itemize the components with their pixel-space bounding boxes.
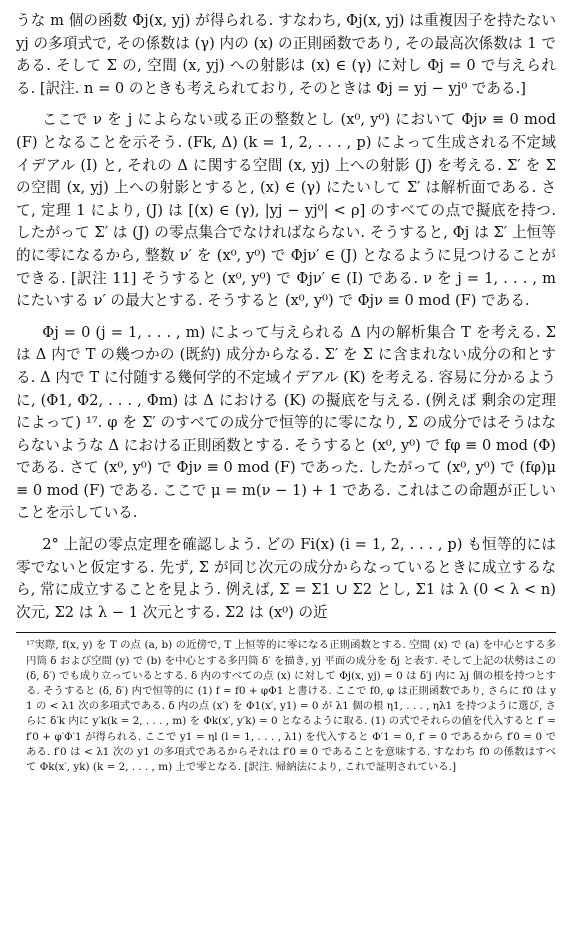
paragraph-1: うな m 個の函数 Φj(x, yj) が得られる. すなわち, Φj(x, yj) は重複因子を持たない yj の多項式で, その係数は (γ) 内の (x) の正則函数であり, その最高次係数は 1 である. そして Σ の, 空間 (x, yj) への射影は (x) ∈ (γ) に対し Φj = 0 で与えられる. [訳注. n = 0 のときも考えられており, そのときは Φj = yj − yj⁰ である.] bbox=[16, 12, 556, 97]
paragraph-2: ここで ν を j によらない或る正の整数とし (x⁰, y⁰) において Φjν ≡ 0 mod (F) となることを示そう. (Fk, Δ) (k = 1, 2, . . . , p) によって生成される不定域イデアル (I) と, それの Δ に関する空間 (x, yj) 上への射影 (J) を考える. Σ′ を Σ の空間 (x, yj) 上への射影とすると, (x) ∈ (γ) にたいして Σ′ は解析面である. さて, 定理 1 により, (J) は [(x) ∈ (γ), |yj − yj⁰| < ρ] のすべての点で擬底を持つ. したがって Σ′ は (J) の零点集合でなければならない. そうすると, Φj は Σ′ 上恒等的に零になるから, 整数 ν′ を (x⁰, y⁰) で Φjν′ ∈ (J) となるように見つけることができる. [訳注 11] そうすると (x⁰, y⁰) で Φjν′ ∈ (I) である. ν を j = 1, . . . , m にたいする ν′ の最大とする. そうすると (x⁰, y⁰) で Φjν ≡ 0 mod (F) である. bbox=[16, 111, 556, 310]
footnote-17: ¹⁷実際, f(x, y) を T の点 (a, b) の近傍で, T 上恒等的に零になる正則函数とする. 空間 (x) で (a) を中心とする多円筒 δ および空間 (y) で (b) を中心とする多円筒 δ′ を描き, yj 平面の成分を δj と表す. そして上記の状勢はこの (δ, δ′) でも成り立っているとする. δ 内のすべての点 (x) に対して Φj(x, yj) = 0 は δ′j 内に λj 個の根を持つとする. そうすると (δ, δ′) 内で恒等的に (1) f = f0 + φΦ1 と書ける. ここで f0, φ は正則函数であり, さらに f0 は y1 の < λ1 次の多項式である. δ 内の点 (x′) を Φ1(x′, y1) = 0 が λ1 個の根 η1, . . . , ηλ1 を持つように選び, さらに δ′k 内に y′k(k = 2, . . . , m) を Φk(x′, y′k) = 0 となるように取る. (1) の式でそれらの値を代入すると f′ = f′0 + φ′Φ′1 が得られる. ここで y1 = ηl (l = 1, . . . , λ1) を代入すると Φ′1 = 0, f′ = 0 であるから f′0 = 0 である. f′0 は < λ1 次の y1 の多項式であるからそれは f′0 ≡ 0 であることを意味する. すなわち f0 の係数はすべて Φk(x′, yk) (k = 2, . . . , m) 上で零となる. [訳注. 帰納法により, これで証明されている.] bbox=[26, 639, 556, 774]
paragraph-3: Φj = 0 (j = 1, . . . , m) によって与えられる Δ 内の解析集合 T を考える. Σ は Δ 内で T の幾つかの (既約) 成分からなる. Σ′ を Σ に含まれない成分の和とする. Δ 内で T に付随する幾何学的不定域イデアル (K) を考える. 容易に分かるように, (Φ1, Φ2, . . . , Φm) は Δ における (K) の擬底を与える. (例えば 剰余の定理 によって) ¹⁷. φ を Σ′ のすべての成分で恒等的に零になり, Σ の成分ではそうはならないような Δ における正則函数とする. そうすると (x⁰, y⁰) で fφ ≡ 0 mod (Φ) である. さて (x⁰, y⁰) で Φjν ≡ 0 mod (F) であった. したがって (x⁰, y⁰) で (fφ)μ ≡ 0 mod (F) である. ここで μ = m(ν − 1) + 1 である. これはこの命題が正しいことを示している. bbox=[16, 323, 556, 522]
document-page bbox=[16, 10, 556, 931]
paragraph-4: 2° 上記の零点定理を確認しよう. どの Fi(x) (i = 1, 2, . . . , p) も恒等的には零でないと仮定する. 先ず, Σ が同じ次元の成分からなっているときに成立するなら, 常に成立することを見よう. 例えば, Σ = Σ1 ∪ Σ2 とし, Σ1 は λ (0 < λ < n) 次元, Σ2 は λ − 1 次元とする. Σ2 は (x⁰) の近 bbox=[16, 536, 556, 621]
footnote-divider bbox=[16, 632, 556, 633]
